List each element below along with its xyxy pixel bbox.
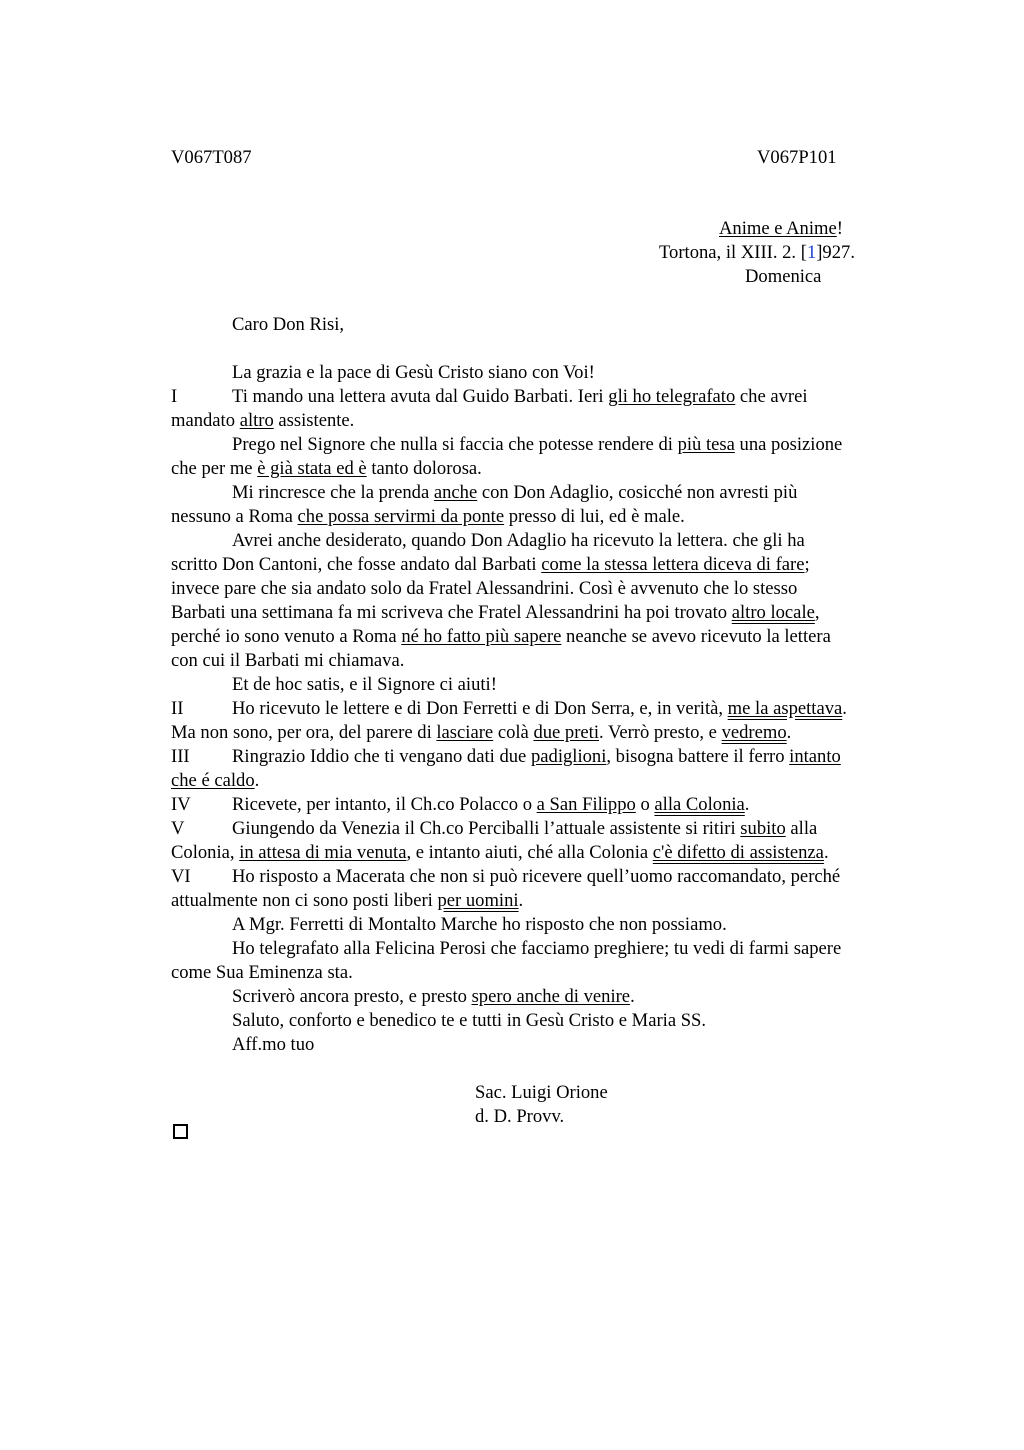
text-run: , bisogna battere il ferro — [606, 746, 790, 767]
letter-line-8 — [171, 553, 810, 577]
underlined-run: come la stessa lettera diceva di fare — [541, 554, 805, 575]
end-square-icon — [173, 1124, 188, 1139]
text-run: . — [518, 890, 524, 911]
underlined-run: anche — [433, 482, 478, 503]
underlined-run: più tesa — [677, 434, 735, 455]
letter-line-15 — [171, 721, 791, 745]
text-run: . — [744, 794, 750, 815]
double-underlined-run: vedremo — [721, 722, 787, 743]
section-number-iv: IV — [171, 794, 191, 815]
text-run: , — [814, 602, 820, 623]
line-19-text — [232, 817, 817, 841]
text-run: alla — [785, 818, 818, 839]
letter-line-22 — [171, 889, 523, 913]
text-run: Giungendo da Venezia il Ch.co Perciballi l’attuale assistente si ritiri — [232, 818, 741, 839]
letter-line-12: con cui il Barbati mi chiamava. — [171, 650, 405, 671]
underlined-run: altro — [239, 410, 274, 431]
text-run: o — [635, 794, 655, 815]
underlined-run: né ho fatto più sapere — [401, 626, 562, 647]
text-run: colà — [493, 722, 534, 743]
text-run: assistente. — [273, 410, 355, 431]
motto — [719, 217, 843, 241]
line-18-text — [232, 793, 749, 817]
letter-line-6 — [171, 505, 685, 529]
signature-title: d. D. Provv. — [475, 1106, 565, 1127]
letter-line-9: invece pare che sia andato solo da Fratel Alessandrini. Così è avvenuto che lo stesso — [171, 578, 798, 599]
underlined-run: in attesa di mia venuta — [239, 842, 407, 863]
underlined-run: che é caldo — [171, 770, 255, 791]
double-underlined-run: alla Colonia — [654, 794, 745, 815]
section-number-v: V — [171, 818, 185, 839]
text-run: . — [254, 770, 260, 791]
text-run: Ti mando una lettera avuta dal Guido Barbati. Ieri — [232, 386, 609, 407]
text-run: che avrei — [735, 386, 808, 407]
double-underlined-run: altro locale — [731, 602, 815, 623]
text-run: Mi rincresce che la prenda — [232, 482, 434, 503]
section-number-iii: III — [171, 746, 190, 767]
letter-line-17 — [171, 769, 259, 793]
letter-line-11 — [171, 625, 831, 649]
text-run: neanche se avevo ricevuto la lettera — [561, 626, 831, 647]
text-run: Colonia, — [171, 842, 240, 863]
underlined-run: intanto — [789, 746, 841, 767]
text-run: Prego nel Signore che nulla si faccia che potesse rendere di — [232, 434, 678, 455]
date-bracket-digit: 1 — [806, 242, 817, 263]
archive-code-left: V067T087 — [171, 147, 252, 168]
double-underlined-run: me la aspettava — [727, 698, 843, 719]
day-line: Domenica — [745, 266, 822, 287]
underlined-run: che possa servirmi da ponte — [297, 506, 505, 527]
date-line — [659, 241, 855, 265]
underlined-run: spero anche di venire — [471, 986, 631, 1007]
letter-line-10 — [171, 601, 820, 625]
underlined-run: gli ho telegrafato — [608, 386, 736, 407]
letter-line-26 — [232, 985, 635, 1009]
letter-line-2 — [171, 409, 354, 433]
underlined-run: è già stata ed è — [257, 458, 367, 479]
section-number-ii: II — [171, 698, 184, 719]
blessing-line: La grazia e la pace di Gesù Cristo siano con Voi! — [232, 362, 595, 383]
underlined-run: due preti — [533, 722, 600, 743]
text-run: una posizione — [734, 434, 843, 455]
text-run: che per me — [171, 458, 258, 479]
text-run: attualmente non ci sono posti liberi — [171, 890, 438, 911]
text-run: . — [823, 842, 829, 863]
text-run: . — [630, 986, 635, 1007]
section-number-vi: VI — [171, 866, 191, 887]
line-1-text — [232, 385, 808, 409]
letter-line-24: Ho telegrafato alla Felicina Perosi che facciamo preghiere; tu vedi di farmi sapere — [232, 938, 842, 959]
text-run: . — [786, 722, 792, 743]
letter-line-3 — [232, 433, 842, 457]
signature-name: Sac. Luigi Orione — [475, 1082, 608, 1103]
letter-line-5 — [232, 481, 797, 505]
letter-line-13: Et de hoc satis, e il Signore ci aiuti! — [232, 674, 497, 695]
text-run: . — [842, 698, 847, 719]
letter-line-23: A Mgr. Ferretti di Montalto Marche ho risposto che non possiamo. — [232, 914, 727, 935]
text-run: nessuno a Roma — [171, 506, 298, 527]
text-run: . Verrò presto, e — [599, 722, 722, 743]
letter-line-20 — [171, 841, 829, 865]
text-run: Ringrazio Iddio che ti vengano dati due — [232, 746, 531, 767]
letter-line-27: Saluto, conforto e benedico te e tutti in Gesù Cristo e Maria SS. — [232, 1010, 707, 1031]
archive-code-right: V067P101 — [757, 147, 837, 168]
line-16-text — [232, 745, 841, 769]
letter-line-4 — [171, 457, 482, 481]
text-run: scritto Don Cantoni, che fosse andato dal Barbati — [171, 554, 542, 575]
underlined-run: lasciare — [436, 722, 494, 743]
text-run: Ho ricevuto le lettere e di Don Ferretti e di Don Serra, e, in verità, — [232, 698, 728, 719]
text-run: mandato — [171, 410, 240, 431]
text-run: ; — [804, 554, 810, 575]
double-underlined-run: c'è difetto di assistenza — [652, 842, 824, 863]
letter-line-25: come Sua Eminenza sta. — [171, 962, 353, 983]
text-run: Ma non sono, per ora, del parere di — [171, 722, 437, 743]
underlined-run: a San Filippo — [536, 794, 636, 815]
text-run: perché io sono venuto a Roma — [171, 626, 402, 647]
date-prefix: Tortona, il XIII. 2. [ — [659, 242, 807, 263]
salutation: Caro Don Risi, — [232, 314, 345, 335]
letter-line-7: Avrei anche desiderato, quando Don Adaglio ha ricevuto la lettera. che gli ha — [232, 530, 805, 551]
line-21-text: Ho risposto a Macerata che non si può ricevere quell’uomo raccomandato, perché — [232, 866, 841, 887]
text-run: tanto dolorosa. — [366, 458, 482, 479]
motto-exclamation: ! — [836, 218, 843, 239]
text-run: presso di lui, ed è male. — [504, 506, 685, 527]
section-number-i: I — [171, 386, 178, 407]
motto-text: Anime e Anime — [719, 218, 837, 239]
underlined-run: padiglioni — [530, 746, 607, 767]
line-14-text — [232, 697, 847, 721]
text-run: Barbati una settimana fa mi scriveva che Fratel Alessandrini ha poi trovato — [171, 602, 732, 623]
text-run: Scriverò ancora presto, e presto — [232, 986, 472, 1007]
date-suffix: ]927. — [816, 242, 855, 263]
double-underlined-run: per uomini — [437, 890, 519, 911]
text-run: con Don Adaglio, cosicché non avresti più — [477, 482, 798, 503]
text-run: Ricevete, per intanto, il Ch.co Polacco o — [232, 794, 537, 815]
text-run: , e intanto aiuti, ché alla Colonia — [406, 842, 653, 863]
letter-line-28: Aff.mo tuo — [232, 1034, 315, 1055]
underlined-run: subito — [740, 818, 786, 839]
